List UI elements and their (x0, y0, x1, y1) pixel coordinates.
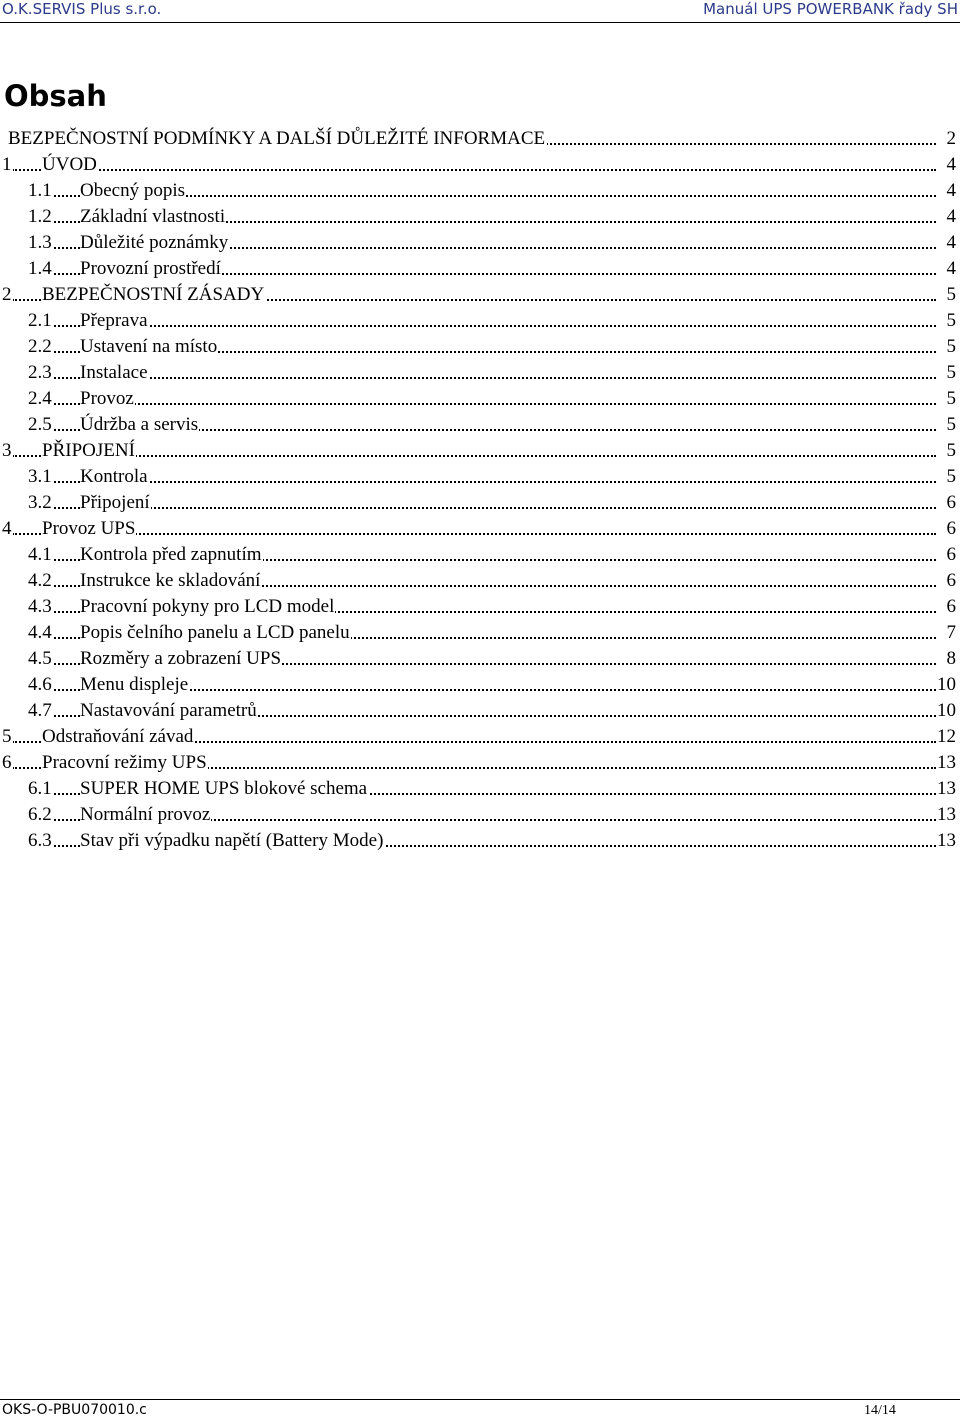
toc-entry-number: 4.4 (28, 622, 52, 643)
toc-entry-label (28, 594, 335, 620)
toc-entry[interactable] (0, 464, 960, 490)
toc-entry-text: SUPER HOME UPS blokové schema (80, 776, 368, 802)
toc-entry-text: Připojení (80, 490, 151, 516)
toc-entry-number: 4.2 (28, 570, 52, 591)
toc-entry-text: Pracovní režimy UPS (42, 750, 208, 776)
header-company: O.K.SERVIS Plus s.r.o. (2, 0, 162, 18)
toc-entry-page: 12 (936, 724, 956, 750)
toc-entry-number: 4.6 (28, 674, 52, 695)
toc-entry[interactable] (0, 386, 960, 412)
toc-entry[interactable] (0, 438, 960, 464)
toc-entry-label (28, 490, 150, 516)
toc-entry-number: 5 (2, 726, 12, 747)
toc-entry-number: 1.2 (28, 206, 52, 227)
toc-entry-page: 4 (946, 230, 957, 256)
toc-entry-page: 2 (946, 126, 957, 152)
toc-entry-number: 3.1 (28, 466, 52, 487)
toc-entry-text: ÚVOD (42, 152, 98, 178)
toc-entry-page: 5 (946, 412, 957, 438)
toc-entry-number: 6.2 (28, 804, 52, 825)
toc-entry-label (28, 178, 186, 204)
toc-entry[interactable] (0, 204, 960, 230)
toc-entry-text: BEZPEČNOSTNÍ ZÁSADY (42, 282, 265, 308)
page-title: Obsah (4, 79, 107, 113)
toc-entry[interactable] (0, 828, 960, 854)
toc-entry-label (28, 334, 218, 360)
toc-entry-text: Nastavování parametrů (80, 698, 258, 724)
toc-entry-page: 6 (946, 594, 957, 620)
toc-entry-label (2, 516, 136, 542)
toc-entry-page: 13 (936, 828, 956, 854)
toc-entry[interactable] (0, 516, 960, 542)
toc-entry[interactable] (0, 126, 960, 152)
toc-entry-text: Odstraňování závad (42, 724, 194, 750)
toc-entry-page: 5 (946, 334, 957, 360)
toc-entry[interactable] (0, 256, 960, 282)
toc-entry-label (2, 750, 207, 776)
toc-entry[interactable] (0, 802, 960, 828)
toc-entry-label (28, 230, 229, 256)
toc-entry-page: 13 (936, 802, 956, 828)
toc-entry-label (28, 256, 221, 282)
toc-entry-label (28, 308, 148, 334)
toc-entry-label (8, 126, 547, 152)
toc-entry[interactable] (0, 698, 960, 724)
toc-entry-text: Instalace (80, 360, 149, 386)
toc-entry-label (28, 464, 148, 490)
toc-entry-number: 4.1 (28, 544, 52, 565)
page-footer (0, 1399, 960, 1421)
footer-document-code: OKS-O-PBU070010.c (2, 1402, 147, 1418)
toc-entry[interactable] (0, 542, 960, 568)
toc-entry[interactable] (0, 646, 960, 672)
toc-entry[interactable] (0, 594, 960, 620)
toc-dot-leader (38, 377, 936, 379)
toc-entry[interactable] (0, 620, 960, 646)
toc-dot-leader (38, 481, 936, 483)
toc-entry-number: 2.4 (28, 388, 52, 409)
toc-entry-number: 4.3 (28, 596, 52, 617)
toc-entry-text: BEZPEČNOSTNÍ PODMÍNKY A DALŠÍ DŮLEŽITÉ INFORMACE (8, 128, 546, 149)
toc-entry-number: 3 (2, 440, 12, 461)
toc-entry-text: Důležité poznámky (80, 230, 229, 256)
toc-entry-label (2, 724, 194, 750)
toc-entry-label (2, 282, 265, 308)
toc-entry-page: 5 (946, 282, 957, 308)
toc-entry-text: Popis čelního panelu a LCD panelu (80, 620, 351, 646)
toc-entry[interactable] (0, 152, 960, 178)
toc-entry[interactable] (0, 360, 960, 386)
toc-entry-number: 4.7 (28, 700, 52, 721)
toc-entry-page: 7 (946, 620, 957, 646)
toc-entry-label (28, 204, 226, 230)
toc-entry-number: 1 (2, 154, 12, 175)
toc-entry-label (28, 776, 368, 802)
toc-entry-page: 4 (946, 178, 957, 204)
toc-entry-page: 4 (946, 152, 957, 178)
table-of-contents (0, 126, 960, 854)
toc-entry-label (28, 412, 199, 438)
toc-entry-text: Kontrola před zapnutím (80, 542, 263, 568)
toc-entry-page: 5 (946, 464, 957, 490)
toc-entry-text: PŘIPOJENÍ (42, 438, 136, 464)
toc-entry[interactable] (0, 750, 960, 776)
toc-entry-text: Údržba a servis (80, 412, 199, 438)
toc-entry-number: 2.5 (28, 414, 52, 435)
toc-entry-label (28, 386, 134, 412)
toc-entry-number: 2 (2, 284, 12, 305)
toc-entry[interactable] (0, 178, 960, 204)
toc-entry-text: Základní vlastnosti (80, 204, 226, 230)
toc-entry-page: 8 (946, 646, 957, 672)
toc-entry-text: Provoz (80, 386, 135, 412)
toc-entry-label (28, 828, 384, 854)
toc-entry-page: 6 (946, 490, 957, 516)
toc-entry-label (28, 698, 257, 724)
toc-dot-leader (38, 507, 936, 509)
toc-entry-text: Normální provoz (80, 802, 211, 828)
toc-entry-number: 6.1 (28, 778, 52, 799)
toc-entry[interactable] (0, 776, 960, 802)
toc-entry-number: 1.1 (28, 180, 52, 201)
toc-entry-number: 1.3 (28, 232, 52, 253)
footer-page-number: 14/14 (864, 1403, 896, 1418)
toc-entry-label (28, 568, 261, 594)
toc-entry-label (28, 360, 148, 386)
toc-entry-text: Obecný popis (80, 178, 186, 204)
toc-entry-number: 2.3 (28, 362, 52, 383)
toc-entry[interactable] (0, 490, 960, 516)
toc-entry-text: Stav při výpadku napětí (Battery Mode) (80, 828, 384, 854)
toc-entry-number: 6 (2, 752, 12, 773)
toc-entry-text: Ustavení na místo (80, 334, 218, 360)
toc-entry-number: 4.5 (28, 648, 52, 669)
toc-entry-label (28, 646, 282, 672)
toc-entry[interactable] (0, 568, 960, 594)
toc-dot-leader (38, 325, 936, 327)
toc-entry-page: 5 (946, 438, 957, 464)
toc-entry-number: 2.2 (28, 336, 52, 357)
toc-entry-page: 6 (946, 516, 957, 542)
toc-entry-text: Kontrola (80, 464, 149, 490)
toc-entry[interactable] (0, 308, 960, 334)
toc-entry[interactable] (0, 282, 960, 308)
toc-entry-label (28, 802, 211, 828)
toc-entry-page: 5 (946, 386, 957, 412)
toc-dot-leader (38, 403, 936, 405)
toc-entry-page: 13 (936, 750, 956, 776)
toc-entry-label (2, 152, 97, 178)
toc-dot-leader (12, 169, 936, 171)
toc-entry[interactable] (0, 412, 960, 438)
toc-entry[interactable] (0, 230, 960, 256)
toc-entry-label (28, 620, 350, 646)
toc-entry-label (28, 672, 189, 698)
toc-entry-page: 13 (936, 776, 956, 802)
toc-entry-number: 4 (2, 518, 12, 539)
toc-entry-number: 2.1 (28, 310, 52, 331)
toc-entry-page: 6 (946, 568, 957, 594)
toc-entry-text: Rozměry a zobrazení UPS (80, 646, 282, 672)
header-manual-title: Manuál UPS POWERBANK řady SH (703, 0, 958, 18)
toc-entry-text: Instrukce ke skladování (80, 568, 261, 594)
toc-entry-label (28, 542, 262, 568)
toc-dot-leader (12, 455, 936, 457)
toc-entry-label (2, 438, 135, 464)
toc-entry-text: Přeprava (80, 308, 149, 334)
toc-entry[interactable] (0, 724, 960, 750)
toc-entry-page: 10 (936, 698, 956, 724)
toc-entry-text: Provoz UPS (42, 516, 136, 542)
toc-entry-page: 5 (946, 308, 957, 334)
toc-entry-text: Provozní prostředí (80, 256, 222, 282)
toc-entry-page: 4 (946, 204, 957, 230)
page-header (0, 0, 960, 23)
toc-dot-leader (12, 533, 936, 535)
toc-entry-page: 10 (936, 672, 956, 698)
toc-entry-number: 1.4 (28, 258, 52, 279)
toc-entry-page: 5 (946, 360, 957, 386)
toc-entry[interactable] (0, 334, 960, 360)
toc-entry-text: Menu displeje (80, 672, 189, 698)
toc-entry[interactable] (0, 672, 960, 698)
toc-entry-page: 6 (946, 542, 957, 568)
toc-entry-text: Pracovní pokyny pro LCD model (80, 594, 335, 620)
toc-entry-page: 4 (946, 256, 957, 282)
toc-entry-number: 3.2 (28, 492, 52, 513)
toc-entry-number: 6.3 (28, 830, 52, 851)
